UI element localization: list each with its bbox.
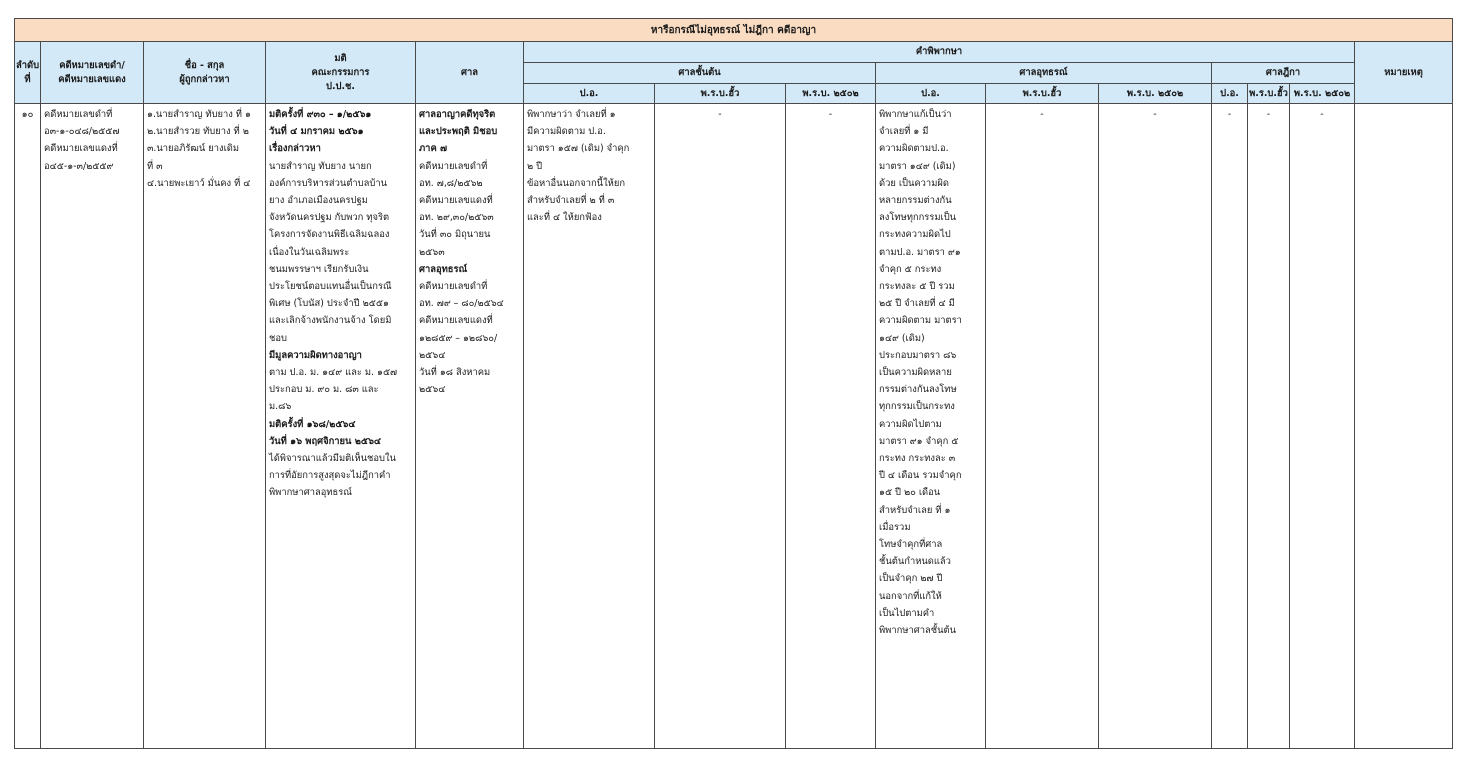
table-title: หารือกรณีไม่อุทธรณ์ ไม่ฎีกา คดีอาญา	[15, 19, 1453, 42]
cell-supreme-prb-2502: -	[1290, 104, 1355, 749]
text-line: อท. ๗๙ – ๘๐/๒๕๖๔	[419, 298, 504, 310]
text-line: ตาม ป.อ. ม. ๑๔๙ และ ม. ๑๕๗	[269, 367, 398, 379]
text-line: ความผิดตามป.อ.	[879, 143, 949, 155]
text-line: ๒๕๖๔	[419, 384, 446, 396]
text-line: จำเลยที่ ๑ มี	[879, 126, 929, 138]
header-supreme: ศาลฎีกา	[1212, 62, 1355, 84]
text-line: ม.๘๖	[269, 401, 292, 413]
header-judgment: คำพิพากษา	[524, 42, 1355, 63]
text-line: ศาลอุทธรณ์	[419, 263, 468, 275]
text-line: เมื่อรวม	[879, 521, 911, 533]
text-line: ยาง อำเภอเมืองนครปฐม	[269, 195, 368, 207]
text-line: วันที่ ๑๖ พฤศจิกายน ๒๕๖๔	[269, 435, 382, 447]
text-line: ตามป.อ. มาตรา ๙๑	[879, 246, 961, 258]
header-case-no: คดีหมายเลขดำ/ คดีหมายเลขแดง	[41, 42, 144, 104]
text-line: พิเศษ (โบนัส) ประจำปี ๒๕๕๑	[269, 298, 389, 310]
header-first-prb-old: พ.ร.บ.ฮั้ว	[655, 84, 786, 104]
text-line: คดีหมายเลขแดงที่	[419, 195, 493, 207]
text-line: ๒๕ ปี จำเลยที่ ๔ มี	[879, 298, 955, 310]
text-line: โครงการจัดงานพิธีเฉลิมฉลอง	[269, 229, 390, 241]
text-line: ความผิดไปตาม	[879, 418, 942, 430]
text-line: กระทงความผิดไป	[879, 229, 951, 241]
header-name: ชื่อ - สกุล ผู้ถูกกล่าวหา	[144, 42, 266, 104]
text-line: ประโยชน์ตอบแทนอื่นเป็นกรณี	[269, 281, 392, 293]
cell-supreme-po-a: -	[1212, 104, 1248, 749]
text-line: ๒๕๖๔	[419, 349, 446, 361]
cell-appeal-prb-old: -	[986, 104, 1099, 749]
cell-first-prb-old: -	[655, 104, 786, 749]
text-line: ข้อหาอื่นนอกจากนี้ให้ยก	[527, 177, 626, 189]
cell-remark	[1355, 104, 1453, 749]
cell-appeal-prb-2502: -	[1099, 104, 1212, 749]
text-line: อท. ๗,๘/๒๕๖๒	[419, 177, 483, 189]
header-first-prb-2502: พ.ร.บ. ๒๕๐๒	[786, 84, 876, 104]
cell-names	[144, 104, 266, 749]
text-line: ๒ ปี	[527, 160, 543, 172]
text-line: มีความผิดตาม ป.อ.	[527, 126, 606, 138]
text-line: คดีหมายเลขดำที่	[419, 281, 488, 293]
text-line: การที่อัยการสูงสุดจะไม่ฎีกาคำ	[269, 470, 391, 482]
text-line: นอกจากที่แก้ให้	[879, 590, 942, 602]
text-line: มติครั้งที่ ๙๓๐ – ๑/๒๕๖๑	[269, 109, 372, 120]
header-appeal-prb-2502: พ.ร.บ. ๒๕๐๒	[1099, 84, 1212, 104]
text-line: ๒.นายสำรวย ทับยาง ที่ ๒	[147, 126, 249, 138]
text-line: ได้พิจารณาแล้วมีมติเห็นชอบใน	[269, 453, 396, 465]
text-line: ประกอบมาตรา ๘๖	[879, 349, 957, 361]
header-supreme-po-a: ป.อ.	[1212, 84, 1248, 104]
text-line: นายสำราญ ทับยาง นายก	[269, 160, 372, 172]
case-table	[14, 18, 1453, 749]
text-line: สำหรับจำเลย ที่ ๑	[879, 504, 951, 516]
text-line: กรรมต่างกันลงโทษ	[879, 384, 957, 396]
text-line: ชั้นต้นกำหนดแล้ว	[879, 556, 951, 568]
header-supreme-prb-2502: พ.ร.บ. ๒๕๐๒	[1290, 84, 1355, 104]
text-line: กระทง กระทงละ ๓	[879, 453, 956, 465]
header-remark: หมายเหตุ	[1355, 42, 1453, 104]
text-line: ๒๕๖๓	[419, 246, 445, 258]
text-line: ลงโทษทุกกรรมเป็น	[879, 212, 957, 224]
text-line: ทุกกรรมเป็นกระทง	[879, 401, 955, 413]
text-line: คดีหมายเลขดำที่	[419, 160, 488, 172]
text-line: มาตรา ๑๕๗ (เดิม) จำคุก	[527, 143, 630, 155]
text-line: และประพฤติ มิชอบ	[419, 126, 498, 138]
cell-supreme-prb-old: -	[1248, 104, 1290, 749]
header-no: ลำดับ ที่	[15, 42, 41, 104]
text-line: อ๔๕-๑-๓/๒๕๕๙	[44, 160, 114, 172]
text-line: ชนมพรรษาฯ เรียกรับเงิน	[269, 263, 369, 275]
text-line: องค์การบริหารส่วนตำบลบ้าน	[269, 177, 387, 189]
cell-first-po-a	[524, 104, 655, 749]
text-line: ๑.นายสำราญ ทับยาง ที่ ๑	[147, 109, 251, 120]
text-line: มาตรา ๑๔๙ (เดิม)	[879, 160, 956, 172]
header-appeal-prb-old: พ.ร.บ.ฮั้ว	[986, 84, 1099, 104]
text-line: ปี ๔ เดือน รวมจำคุก	[879, 470, 962, 482]
cell-first-prb-2502: -	[786, 104, 876, 749]
text-line: สำหรับจำเลยที่ ๒ ที่ ๓	[527, 195, 615, 207]
header-first-instance: ศาลชั้นต้น	[524, 62, 876, 84]
text-line: อท. ๒๙,๓๐/๒๕๖๓	[419, 212, 494, 224]
text-line: เป็นจำคุก ๒๗ ปี	[879, 573, 943, 585]
text-line: ๓.นายอภิรัฒน์ ยางเดิม	[147, 143, 240, 155]
text-line: ด้วย เป็นความผิด	[879, 177, 949, 189]
text-line: ภาค ๗	[419, 143, 448, 155]
text-line: มติครั้งที่ ๑๖๘/๒๕๖๔	[269, 418, 356, 430]
text-line: ๑๕ ปี ๒๐ เดือน	[879, 487, 941, 499]
header-first-po-a: ป.อ.	[524, 84, 655, 104]
text-line: เป็นไปตามคำ	[879, 607, 935, 619]
text-line: ประกอบ ม. ๙๐ ม. ๘๓ และ	[269, 384, 379, 396]
text-line: มีมูลความผิดทางอาญา	[269, 349, 362, 361]
text-line: เป็นความผิดหลาย	[879, 367, 952, 379]
text-line: และที่ ๔ ให้ยกฟ้อง	[527, 212, 602, 224]
text-line: พิพากษาแก้เป็นว่า	[879, 109, 952, 120]
text-line: จำคุก ๕ กระทง	[879, 263, 942, 275]
document-sheet	[14, 18, 1452, 760]
text-line: คดีหมายเลขดำที่	[44, 109, 113, 120]
text-line: กระทงละ ๕ ปี รวม	[879, 281, 955, 293]
text-line: มาตรา ๙๑ จำคุก ๕	[879, 435, 959, 447]
text-line: เรื่องกล่าวหา	[269, 143, 321, 155]
table-row	[15, 104, 1453, 749]
text-line: โทษจำคุกที่ศาล	[879, 539, 943, 551]
cell-court	[416, 104, 524, 749]
text-line: ๔.นายพะเยาว์ มั่นคง ที่ ๔	[147, 177, 251, 189]
text-line: คดีหมายเลขแดงที่	[419, 315, 493, 327]
text-line: อ๓-๑-๐๔๘/๒๕๕๗	[44, 126, 120, 138]
text-line: วันที่ ๑๘ สิงหาคม	[419, 367, 491, 379]
cell-appeal-po-a	[876, 104, 986, 749]
header-appeal-po-a: ป.อ.	[876, 84, 986, 104]
text-line: พิพากษาศาลอุทธรณ์	[269, 487, 352, 499]
header-supreme-prb-old: พ.ร.บ.ฮั้ว	[1248, 84, 1290, 104]
text-line: ๑๒๘๕๙ – ๑๒๘๖๐/	[419, 332, 498, 344]
text-line: ความผิดตาม มาตรา	[879, 315, 962, 327]
text-line: วันที่ ๔ มกราคม ๒๕๖๑	[269, 126, 364, 138]
text-line: หลายกรรมต่างกัน	[879, 195, 952, 207]
text-line: วันที่ ๓๐ มิถุนายน	[419, 229, 491, 241]
text-line: พิพากษาว่า จำเลยที่ ๑	[527, 109, 616, 120]
cell-resolution	[266, 104, 416, 749]
cell-no: ๑๐	[15, 104, 41, 749]
text-line: ที่ ๓	[147, 160, 163, 172]
text-line: ๑๔๙ (เดิม)	[879, 332, 925, 344]
text-line: พิพากษาศาลชั้นต้น	[879, 625, 956, 637]
text-line: เนื่องในวันเฉลิมพระ	[269, 246, 350, 258]
cell-case-no	[41, 104, 144, 749]
text-line: ศาลอาญาคดีทุจริต	[419, 109, 496, 120]
text-line: คดีหมายเลขแดงที่	[44, 143, 118, 155]
header-resolution: มติ คณะกรรมการ ป.ป.ช.	[266, 42, 416, 104]
header-appeal: ศาลอุทธรณ์	[876, 62, 1212, 84]
text-line: ชอบ	[269, 332, 287, 344]
text-line: และเลิกจ้างพนักงานจ้าง โดยมิ	[269, 315, 392, 327]
header-court: ศาล	[416, 42, 524, 104]
text-line: จังหวัดนครปฐม กับพวก ทุจริต	[269, 212, 390, 224]
